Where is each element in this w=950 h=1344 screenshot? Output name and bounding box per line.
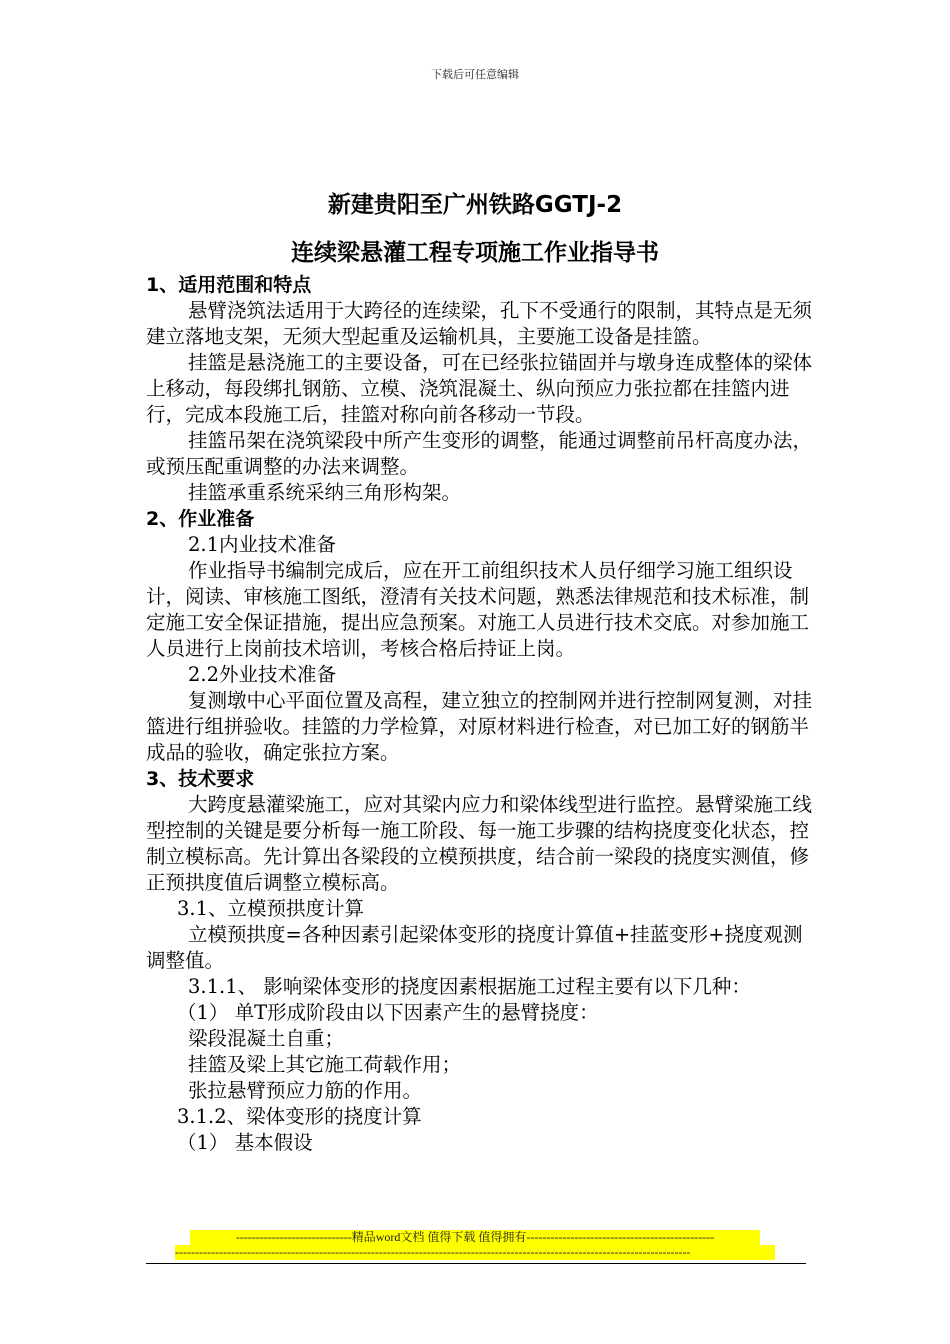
section-heading: 2、作业准备 [146,508,255,530]
list-item: （1） 单T形成阶段由以下因素产生的悬臂挠度： [177,1001,599,1024]
paragraph: 复测墩中心平面位置及高程，建立独立的控制网并进行控制网复测，对挂篮进行组拼验收。挂篮的力学检算，对原材料进行检查，对已加工好的钢筋半成品的验收，确定张拉方案。 [146,689,813,764]
section-heading: 3、技术要求 [146,768,255,790]
list-item: 梁段混凝土自重； [188,1027,345,1050]
paragraph: 大跨度悬灌梁施工，应对其梁内应力和梁体线型进行监控。悬臂梁施工线型控制的关键是要分析每一施工阶段、每一施工步骤的结构挠度变化状态，控制立模标高。先计算出各梁段的立模预拱度，结合前一梁段的挠度实测值，修正预拱度值后调整立模标高。 [146,793,813,894]
subsection-heading: 2.2外业技术准备 [188,663,337,686]
section-heading: 1、适用范围和特点 [146,274,312,296]
list-item: （1） 基本假设 [177,1131,313,1154]
paragraph: 挂篮是悬浇施工的主要设备，可在已经张拉锚固并与墩身连成整体的梁体上移动，每段绑扎钢筋、立模、浇筑混凝土、纵向预应力张拉都在挂篮内进行，完成本段施工后，挂篮对称向前各移动一节段。 [146,351,813,426]
list-item: 张拉悬臂预应力筋的作用。 [188,1079,423,1102]
footer-banner-line2: --------------------------------------------------------------------------------------------------------------------------------- [175,1245,775,1260]
paragraph: 作业指导书编制完成后，应在开工前组织技术人员仔细学习施工组织设计，阅读、审核施工图纸，澄清有关技术问题，熟悉法律规范和技术标准，制定施工安全保证措施，提出应急预案。对施工人员进行技术交底。对参加施工人员进行上岗前技术培训，考核合格后持证上岗。 [146,559,810,660]
list-item: 挂篮及梁上其它施工荷载作用； [188,1053,462,1076]
paragraph: 挂篮吊架在浇筑梁段中所产生变形的调整，能通过调整前吊杆高度办法，或预压配重调整的办法来调整。 [146,429,813,478]
document-title-line2: 连续梁悬灌工程专项施工作业指导书 [291,240,659,266]
subsection-heading: 2.1内业技术准备 [188,533,337,556]
document-body [146,272,818,1156]
paragraph: 悬臂浇筑法适用于大跨径的连续梁，孔下不受通行的限制，其特点是无须建立落地支架，无须大型起重及运输机具，主要施工设备是挂篮。 [146,299,813,348]
paragraph: 立模预拱度=各种因素引起梁体变形的挠度计算值+挂蓝变形+挠度观测调整值。 [146,923,803,972]
subsection-heading: 3.1、立模预拱度计算 [177,897,365,920]
paragraph: 挂篮承重系统采纳三角形构架。 [188,481,462,504]
paragraph: 3.1.1、 影响梁体变形的挠度因素根据施工过程主要有以下几种： [188,975,751,998]
page-header-note: 下载后可任意编辑 [431,68,519,81]
document-title-line1: 新建贵阳至广州铁路GGTJ-2 [327,192,623,218]
subsection-heading: 3.1.2、梁体变形的挠度计算 [177,1105,422,1128]
footer-banner-line1: -----------------------------精品word文档 值得下载 值得拥有----------------------------------------------- [190,1230,760,1245]
footer-divider [146,1263,806,1264]
